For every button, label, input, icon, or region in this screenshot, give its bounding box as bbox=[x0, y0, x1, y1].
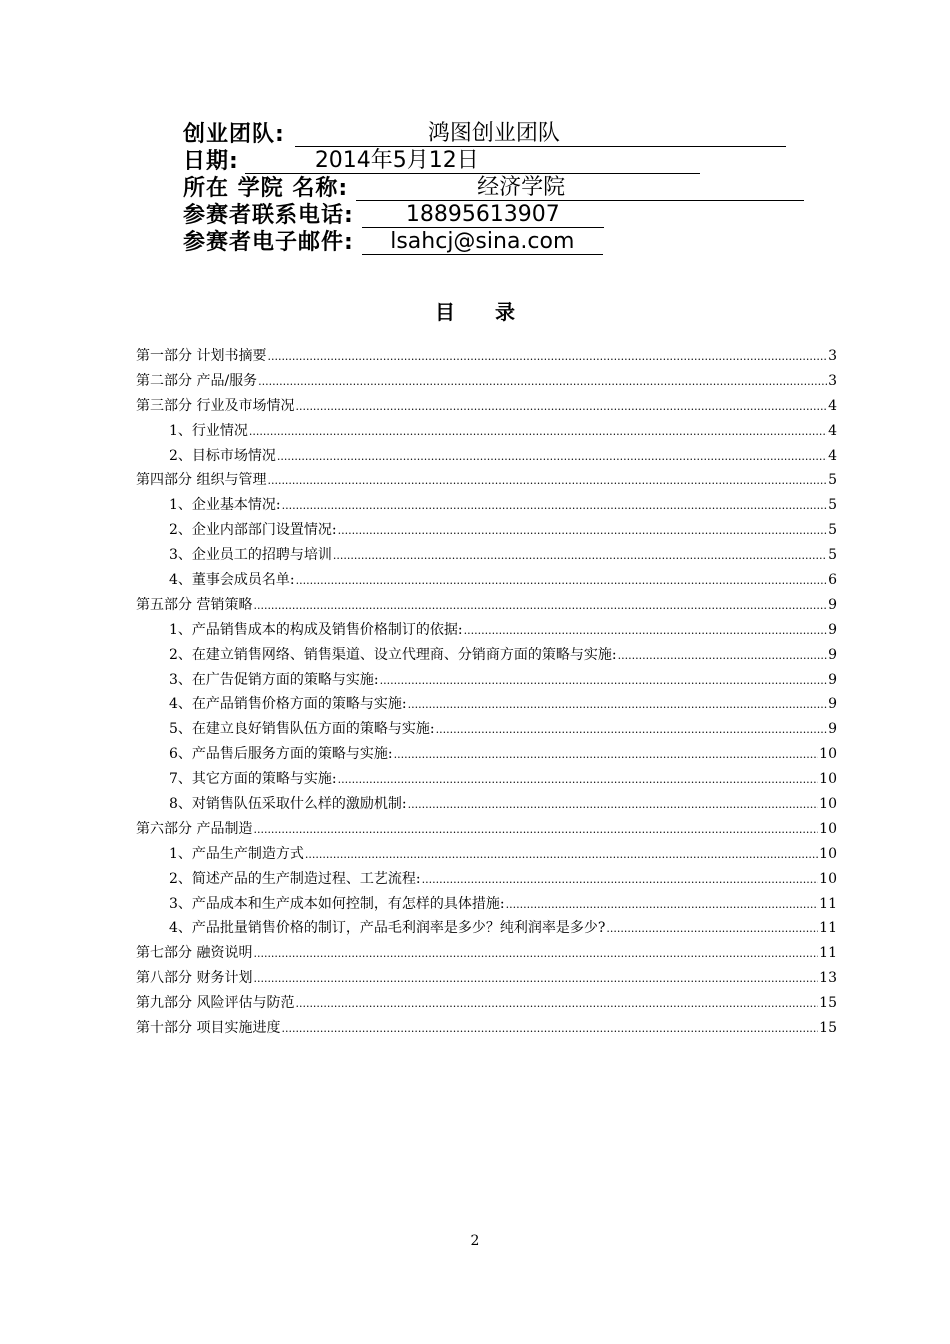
page-number: 2 bbox=[470, 1233, 480, 1249]
toc-entry[interactable] bbox=[136, 692, 837, 717]
date-value: 2014年5月12日 bbox=[245, 149, 700, 174]
toc-entry[interactable] bbox=[136, 817, 837, 842]
toc-entry-page: 9 bbox=[828, 621, 837, 638]
toc-dot-leader bbox=[267, 344, 827, 370]
college-label: 所在 学院 名称: bbox=[183, 176, 349, 201]
toc-dot-leader bbox=[408, 792, 819, 818]
toc-dot-leader bbox=[506, 892, 819, 918]
team-label: 创业团队: bbox=[183, 122, 285, 147]
toc-entry-page: 4 bbox=[828, 422, 837, 439]
toc-entry[interactable] bbox=[136, 991, 837, 1016]
toc-entry[interactable] bbox=[136, 394, 837, 419]
cover-info-block bbox=[183, 120, 883, 255]
phone-value: 18895613907 bbox=[362, 203, 604, 228]
toc-entry-page: 10 bbox=[819, 820, 837, 837]
toc-entry[interactable] bbox=[136, 916, 837, 941]
toc-entry-text: 第十部分 项目实施进度 bbox=[136, 1020, 281, 1037]
toc-entry-page: 5 bbox=[828, 522, 837, 539]
toc-entry[interactable] bbox=[136, 618, 837, 643]
toc-entry-page: 5 bbox=[828, 472, 837, 489]
toc-entry-page: 3 bbox=[828, 372, 837, 389]
toc-entry[interactable] bbox=[136, 717, 837, 742]
toc-dot-leader bbox=[295, 991, 818, 1017]
toc-entry-page: 15 bbox=[819, 995, 837, 1012]
toc-dot-leader bbox=[281, 1016, 818, 1042]
toc-title: 目录 bbox=[435, 300, 555, 324]
toc-dot-leader bbox=[338, 518, 827, 544]
toc-entry[interactable] bbox=[136, 867, 837, 892]
toc-entry-text: 1、企业基本情况: bbox=[169, 497, 281, 514]
toc-entry[interactable] bbox=[136, 742, 837, 767]
toc-entry-text: 4、董事会成员名单: bbox=[169, 572, 295, 589]
toc-entry-page: 11 bbox=[819, 945, 837, 962]
toc-entry[interactable] bbox=[136, 369, 837, 394]
table-of-contents bbox=[136, 344, 837, 1041]
toc-entry-page: 11 bbox=[819, 895, 837, 912]
toc-entry-text: 2、简述产品的生产制造过程、工艺流程: bbox=[169, 870, 421, 887]
toc-entry-text: 7、其它方面的策略与实施: bbox=[169, 771, 337, 788]
team-value: 鸿图创业团队 bbox=[295, 122, 786, 147]
toc-entry-text: 1、产品销售成本的构成及销售价格制订的依据: bbox=[169, 621, 463, 638]
toc-entry-page: 6 bbox=[828, 572, 837, 589]
toc-entry-text: 2、企业内部部门设置情况: bbox=[169, 522, 337, 539]
toc-entry-text: 第六部分 产品制造 bbox=[136, 820, 253, 837]
toc-entry-text: 8、对销售队伍采取什么样的激励机制: bbox=[169, 796, 407, 813]
toc-entry-text: 6、产品售后服务方面的策略与实施: bbox=[169, 746, 393, 763]
toc-entry-page: 10 bbox=[819, 771, 837, 788]
toc-dot-leader bbox=[267, 468, 827, 494]
toc-entry-page: 9 bbox=[828, 646, 837, 663]
toc-dot-leader bbox=[295, 394, 827, 420]
toc-entry-page: 11 bbox=[819, 920, 837, 937]
toc-entry[interactable] bbox=[136, 668, 837, 693]
toc-entry[interactable] bbox=[136, 892, 837, 917]
toc-entry-page: 4 bbox=[828, 397, 837, 414]
toc-entry-page: 10 bbox=[819, 746, 837, 763]
toc-entry-page: 9 bbox=[828, 721, 837, 738]
toc-entry-text: 1、行业情况 bbox=[169, 422, 248, 439]
toc-entry-text: 第四部分 组织与管理 bbox=[136, 472, 267, 489]
toc-dot-leader bbox=[296, 568, 827, 594]
toc-entry[interactable] bbox=[136, 419, 837, 444]
toc-dot-leader bbox=[618, 643, 827, 669]
toc-entry-page: 5 bbox=[828, 497, 837, 514]
toc-entry-page: 4 bbox=[828, 447, 837, 464]
email-line bbox=[183, 228, 883, 255]
toc-dot-leader bbox=[408, 692, 827, 718]
toc-dot-leader bbox=[394, 742, 819, 768]
toc-entry[interactable] bbox=[136, 1016, 837, 1041]
toc-dot-leader bbox=[606, 916, 818, 942]
toc-entry[interactable] bbox=[136, 643, 837, 668]
toc-entry-page: 10 bbox=[819, 845, 837, 862]
toc-entry[interactable] bbox=[136, 444, 837, 469]
toc-entry-text: 第九部分 风险评估与防范 bbox=[136, 995, 295, 1012]
toc-entry[interactable] bbox=[136, 518, 837, 543]
toc-entry-text: 3、在广告促销方面的策略与实施: bbox=[169, 671, 379, 688]
toc-entry[interactable] bbox=[136, 966, 837, 991]
toc-entry-page: 3 bbox=[828, 348, 837, 364]
toc-entry-text: 第三部分 行业及市场情况 bbox=[136, 397, 295, 414]
toc-dot-leader bbox=[253, 966, 818, 992]
toc-entry-text: 2、目标市场情况 bbox=[169, 447, 276, 464]
toc-entry[interactable] bbox=[136, 493, 837, 518]
toc-entry[interactable] bbox=[136, 344, 837, 369]
toc-dot-leader bbox=[282, 493, 827, 519]
toc-entry-page: 15 bbox=[819, 1020, 837, 1037]
toc-entry[interactable] bbox=[136, 543, 837, 568]
date-label: 日期: bbox=[183, 149, 239, 174]
toc-entry-text: 3、企业员工的招聘与培训 bbox=[169, 547, 332, 564]
toc-entry-text: 第二部分 产品/服务 bbox=[136, 372, 258, 389]
toc-dot-leader bbox=[338, 767, 819, 793]
toc-dot-leader bbox=[422, 867, 819, 893]
toc-dot-leader bbox=[258, 369, 827, 395]
toc-dot-leader bbox=[249, 419, 827, 445]
toc-entry[interactable] bbox=[136, 468, 837, 493]
toc-entry[interactable] bbox=[136, 568, 837, 593]
toc-entry-text: 5、在建立良好销售队伍方面的策略与实施: bbox=[169, 721, 435, 738]
toc-entry-text: 1、产品生产制造方式 bbox=[169, 845, 304, 862]
toc-dot-leader bbox=[277, 444, 827, 470]
toc-dot-leader bbox=[253, 593, 827, 619]
toc-entry-text: 第一部分 计划书摘要 bbox=[136, 348, 267, 364]
date-line bbox=[183, 147, 883, 174]
toc-entry-text: 第七部分 融资说明 bbox=[136, 945, 253, 962]
toc-dot-leader bbox=[305, 842, 818, 868]
toc-entry-text: 2、在建立销售网络、销售渠道、设立代理商、分销商方面的策略与实施: bbox=[169, 646, 617, 663]
toc-entry[interactable] bbox=[136, 842, 837, 867]
toc-entry-text: 第八部分 财务计划 bbox=[136, 970, 253, 987]
toc-entry[interactable] bbox=[136, 767, 837, 792]
toc-dot-leader bbox=[333, 543, 827, 569]
toc-dot-leader bbox=[253, 817, 818, 843]
email-value: lsahcj@sina.com bbox=[362, 230, 603, 255]
toc-dot-leader bbox=[436, 717, 827, 743]
college-value: 经济学院 bbox=[356, 176, 804, 201]
toc-entry-text: 4、产品批量销售价格的制订，产品毛利润率是多少？纯利润率是多少? bbox=[169, 920, 606, 937]
toc-entry-text: 4、在产品销售价格方面的策略与实施: bbox=[169, 696, 407, 713]
phone-label: 参赛者联系电话: bbox=[183, 203, 354, 228]
toc-dot-leader bbox=[253, 941, 818, 967]
toc-entry-page: 9 bbox=[828, 596, 837, 613]
email-label: 参赛者电子邮件: bbox=[183, 230, 354, 255]
toc-entry-text: 3、产品成本和生产成本如何控制，有怎样的具体措施: bbox=[169, 895, 505, 912]
toc-entry[interactable] bbox=[136, 593, 837, 618]
phone-line bbox=[183, 201, 883, 228]
college-line bbox=[183, 174, 883, 201]
toc-entry-text: 第五部分 营销策略 bbox=[136, 596, 253, 613]
toc-entry[interactable] bbox=[136, 792, 837, 817]
team-line bbox=[183, 120, 883, 147]
toc-entry-page: 10 bbox=[819, 796, 837, 813]
toc-entry-page: 9 bbox=[828, 671, 837, 688]
toc-entry-page: 9 bbox=[828, 696, 837, 713]
toc-entry-page: 13 bbox=[819, 970, 837, 987]
toc-entry[interactable] bbox=[136, 941, 837, 966]
toc-dot-leader bbox=[380, 668, 827, 694]
toc-entry-page: 5 bbox=[828, 547, 837, 564]
toc-dot-leader bbox=[464, 618, 827, 644]
toc-entry-page: 10 bbox=[819, 870, 837, 887]
